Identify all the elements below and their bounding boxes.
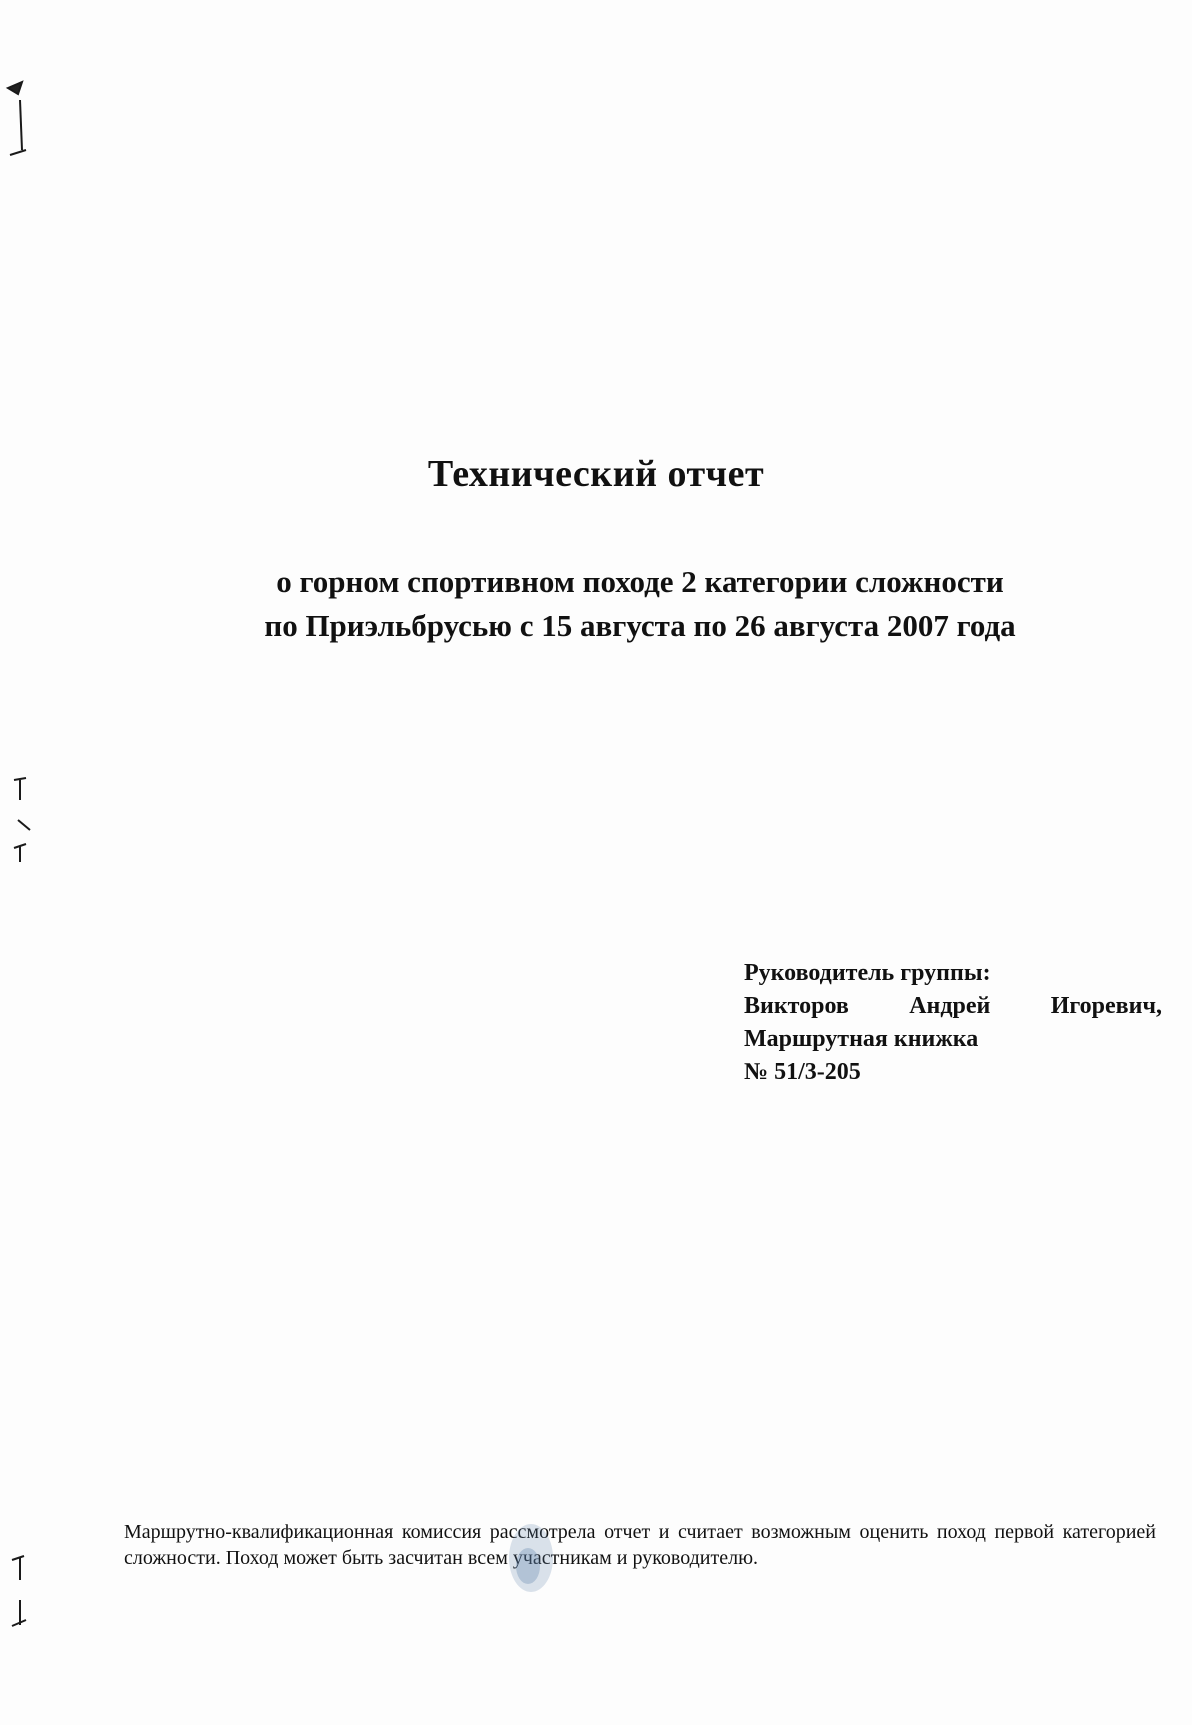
route-book-number: № 51/3-205 (744, 1059, 861, 1085)
binding-hole-marks (0, 0, 40, 1725)
leader-surname: Викторов (744, 993, 849, 1019)
leader-label: Руководитель группы: (744, 960, 991, 986)
leader-patronymic: Игоревич, (1050, 993, 1162, 1019)
report-title: Технический отчет (427, 453, 765, 495)
report-subtitle (0, 560, 1192, 648)
commission-note: Маршрутно-квалификационная комиссия рассмотрела отчет и считает возможным оценить поход первой категорией сложности. Поход может быть засчитан всем участникам и руководителю. (124, 1521, 1156, 1569)
subtitle-line-2: по Приэльбрусью с 15 августа по 26 августа 2007 года (264, 608, 1016, 643)
route-book-label: Маршрутная книжка (744, 1026, 979, 1052)
ink-smudge-stamp (496, 1508, 566, 1600)
group-leader-block (744, 957, 1162, 1089)
leader-first-name: Андрей (909, 993, 991, 1019)
subtitle-line-1: о горном спортивном походе 2 категории сложности (276, 564, 1004, 599)
leader-name (744, 990, 1162, 1023)
